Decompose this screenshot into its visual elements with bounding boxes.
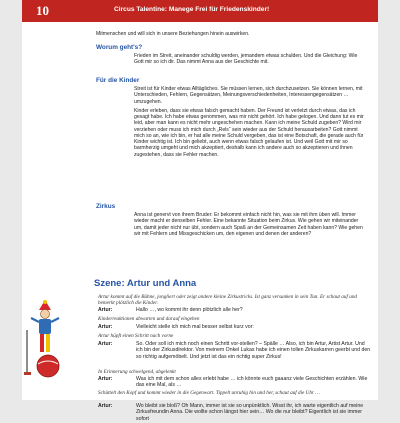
section-body-kinder: [134, 86, 368, 161]
section-heading-kinder: Für die Kinder: [96, 77, 140, 84]
speaker-label: Artur:: [98, 341, 113, 347]
section-heading-worum: Worum geht's?: [96, 44, 143, 51]
speaker-label: Artur:: [98, 307, 113, 313]
section-body-worum: [134, 53, 368, 68]
page-number: 10: [36, 3, 49, 18]
speaker-label: Artur:: [98, 376, 113, 382]
stage-direction: In Erinnerung schwelgend, abgelenkt: [98, 369, 176, 375]
speaker-label: Artur:: [98, 324, 113, 330]
page: [22, 0, 378, 422]
stage-direction: Artur kommt auf die Bühne, jongliert oder zeigt andere kleine Zirkustricks. Ist ganz versunken in sein Tun. Er schaut auf und bemerkt plötzlich die Kinder.: [98, 294, 358, 307]
circus-performer-illustration: [24, 298, 70, 384]
dialogue-line: [98, 341, 372, 367]
page-header: [22, 0, 378, 22]
dialogue-text: So. Oder soll ich mich noch einen Schritt vor-stellen? – Spälle … Also, ich bin Artur, Artist Artur. Und ich bin der Zirkusdirektor. Von meinem Onkel Lukas habe ich einen tollen Zirkuskarren geerbt und den so richtig aufgemöbelt. Und jetzt ist das ein richtig super Zirkus!: [136, 341, 371, 360]
stage-direction: Schüttelt den Kopf und kommt wieder in die Gegenwart. Tippelt unruhig hin und her, schaut auf die Uhr …: [98, 390, 320, 396]
dialogue-text: Vielleicht stelle ich mich mal besser selbst kurz vor:: [136, 324, 254, 330]
paragraph: Anna ist genervt von ihrem Bruder: Er bekommt einfach nicht hin, was sie mit ihm üben will. Immer wieder macht er denselben Fehler. Eine bekannte Situation beim Zirkus. Wie gehen wir miteinander um, damit jeder nicht nur übt, sondern auch Spaß an der Gemeinsamen Zeit haben kann? Wie gehen wir mit Fehlern und Missgeschicken um, den eigenen und denen der anderen?: [134, 212, 363, 237]
section-body-zirkus: [134, 212, 368, 240]
paragraph: Streit ist für Kinder etwas Alltägliches. Sie müssen lernen, sich durchzusetzen. Sie können lernen, mit Unterschieden, Fehlern, Gegensätzen, Meinungsverschiedenheiten, Interessengegensätzen … umzugehen.: [134, 86, 363, 105]
intro-text: Mitmenschen und will sich in unsere Beziehungen hinein auswirken.: [96, 31, 250, 37]
dialogue-text: Wo bleibt sie bloß? Oh Mann, immer ist sie so unpünktlich. Wisst ihr, ich warte eigentlich auf meine Zirkusfreundin Anna. Die wollte schon längst hier sein… Wo die nur bleibt? Eigentlich ist sie immer sofort: [136, 403, 364, 422]
dialogue-text: Was ich mit dem schon alles erlebt habe … ich könnte euch gaaanz viele Geschichten erzählen. Wie das eine Mal, als …: [136, 376, 368, 389]
dialogue-text: Hallo …, wo kommt ihr denn plötzlich alle her?: [136, 307, 243, 313]
dialogue-line: [98, 376, 372, 389]
paragraph: Frieden im Streit, aneinander schuldig werden, jemandem etwas schulden. Und die Gleichung: Wie Gott mir so ich dir. Das nimmt Anna aus der Geschichte mit.: [134, 53, 358, 66]
dialogue-line: [98, 307, 372, 314]
section-heading-zirkus: Zirkus: [96, 203, 116, 210]
header-title: Circus Talentine: Manege Frei für Friedenskinder!: [114, 6, 270, 13]
stage-direction: Kinderreaktionen abwarten und darauf eingehen: [98, 316, 200, 322]
scene-title: Szene: Artur und Anna: [94, 278, 197, 289]
stage-direction: Artur hüpft einen Schritt nach vorne: [98, 333, 174, 339]
dialogue-line: [98, 403, 372, 423]
paragraph: Kinder erleben, dass sie etwas falsch gemacht haben. Der Freund ist verletzt durch etwas, das ich gesagt habe. Ich habe etwas genommen, was mir nicht gehört. Ich habe gelogen. Und dann tut es mir leid, aber man kann es nicht mehr ungeschehen machen. Kann ich meine Schuld zugeben? Wird mir verziehen oder muss ich mich durch „Rels“ sein wieder aus der Schuld herausarbeiten? Gott nimmt mich so an, wie ich bin, er hat alle meine Schuld vergeben, das ist eine Botschaft, die gerade auch für Kinder wichtig ist. Ich bin geliebt, auch wenn etwas falsch gelaufen ist. Und weil Gott mit mir so barmherzig umgeht und mich akzeptiert, deshalb kann ich andere auch so akzeptieren und ihnen zugestehen, dass sie Fehler machen.: [134, 107, 364, 158]
speaker-label: Artur:: [98, 403, 113, 409]
dialogue-line: [98, 324, 372, 331]
